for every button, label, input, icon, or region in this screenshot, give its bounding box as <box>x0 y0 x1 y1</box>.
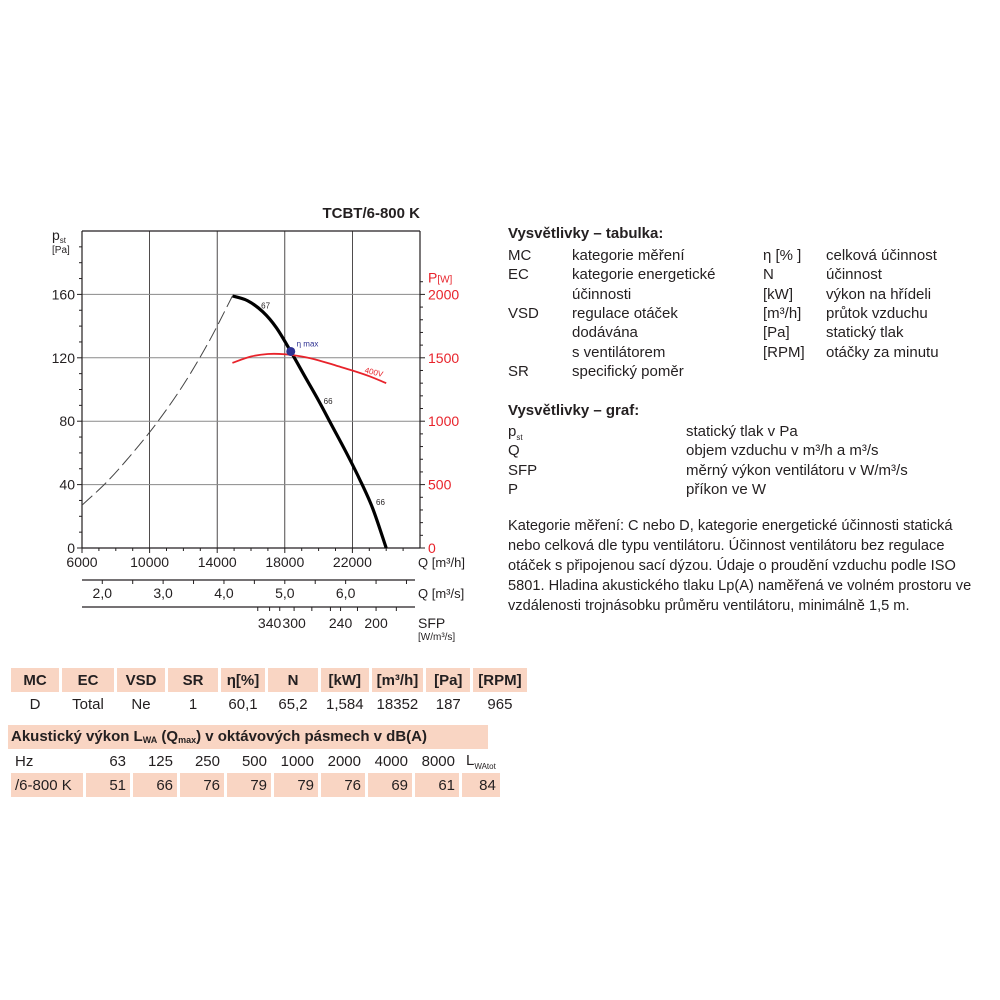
performance-value-cell: Total <box>72 695 104 713</box>
performance-value-cell: 60,1 <box>228 695 258 713</box>
acoustic-frequency-cell: 4000 <box>374 752 408 770</box>
legend-table-desc: účinnost <box>826 266 882 284</box>
acoustic-frequency-cell: 250 <box>194 752 220 770</box>
x-tick-label: 14000 <box>197 554 237 570</box>
acoustic-model-label: /6-800 K <box>11 773 83 797</box>
performance-header-cell: [Pa] <box>426 668 470 692</box>
legend-table-desc: účinnosti <box>572 285 632 303</box>
performance-header-cell: VSD <box>117 668 165 692</box>
y-axis-unit: [Pa] <box>52 245 70 256</box>
chart-annotation: 67 <box>261 301 271 311</box>
legend-table-desc: dodávána <box>572 324 638 342</box>
acoustic-frequency-row <box>11 749 500 773</box>
eta-max-point <box>286 347 295 356</box>
legend-table-abbr: EC <box>508 266 529 284</box>
legend-graph-desc: objem vzduchu v m³/h a m³/s <box>686 442 879 460</box>
x-tick-label: 22000 <box>332 554 372 570</box>
x3-tick-label: 240 <box>328 615 353 631</box>
acoustic-value-cell: 66 <box>133 773 177 797</box>
y2-axis-label: P[W] <box>428 269 453 286</box>
y-tick-label: 40 <box>59 476 75 493</box>
performance-header-cell: [RPM] <box>473 668 526 692</box>
legend-table-abbr: η [% ] <box>763 247 802 264</box>
acoustic-title: Akustický výkon $L_{WA}$ $(Q_{max})$ v oktávových pásmech v dB(A) <box>8 725 488 749</box>
legend-table-abbr: N <box>763 266 774 284</box>
legend-graph-desc: statický tlak v Pa <box>686 423 798 440</box>
x3-axis-unit: [W/m³/s] <box>418 632 456 643</box>
acoustic-frequency-cell: 8000 <box>421 752 455 770</box>
acoustic-frequency-cell: 63 <box>109 752 126 770</box>
acoustic-value-cell: 76 <box>321 773 365 797</box>
acoustic-frequency-cell: 2000 <box>327 752 361 770</box>
y2-tick-label: 1000 <box>428 413 460 430</box>
acoustic-frequency-cell: 125 <box>147 752 173 770</box>
y-axis-label: $p_{st}$ <box>52 227 67 245</box>
legend-table-title: Vysvětlivky – tabulka: <box>508 225 664 242</box>
acoustic-value-cell: 51 <box>86 773 130 797</box>
legend-graph-abbr: SFP <box>508 461 538 479</box>
acoustic-frequency-cell: 1000 <box>280 752 314 770</box>
acoustic-value-cell: 69 <box>368 773 412 797</box>
performance-value-cell: D <box>29 695 41 713</box>
x-axis-label: Q [m³/h] <box>418 555 465 570</box>
legend-graph-desc: příkon ve W <box>686 480 767 498</box>
legend-table-abbr: [kW] <box>763 285 793 303</box>
performance-value-cell: 1,584 <box>326 695 364 713</box>
y2-tick-label: 500 <box>428 476 452 493</box>
legend-table-desc: celková účinnost <box>826 247 937 264</box>
fan-performance-chart <box>0 0 500 660</box>
x3-tick-label: 340 <box>257 615 282 631</box>
y-tick-label: 120 <box>51 349 75 366</box>
x2-tick-label: 5,0 <box>275 585 295 601</box>
performance-header-cell: η[%] <box>221 668 265 692</box>
performance-header-cell: MC <box>11 668 59 692</box>
x-tick-label: 6000 <box>66 554 98 570</box>
performance-header-cell: [kW] <box>321 668 369 692</box>
acoustic-frequency-cell: 500 <box>241 752 267 770</box>
legend-table-desc: průtok vzduchu <box>826 304 928 322</box>
acoustic-value-cell: 61 <box>415 773 459 797</box>
performance-header-cell: [m³/h] <box>372 668 424 692</box>
x-tick-label: 18000 <box>265 554 305 570</box>
legend-table-abbr: [RPM] <box>763 343 805 361</box>
acoustic-total-label: $L_{WAtot}$ <box>466 751 496 771</box>
series-label-400v: 400V <box>363 365 385 380</box>
acoustic-value-cell: 79 <box>227 773 271 797</box>
series-system-curve <box>82 296 232 505</box>
performance-value-cell: 965 <box>487 695 513 713</box>
x3-tick-label: 200 <box>364 615 388 631</box>
x2-tick-label: 2,0 <box>92 585 113 601</box>
performance-header-cell: SR <box>168 668 218 692</box>
performance-table <box>8 668 530 716</box>
legend-table-desc: kategorie energetické <box>572 266 716 284</box>
performance-value-cell: 18352 <box>376 695 419 713</box>
legend-graph-abbr: $p_{st}$ <box>508 423 523 442</box>
y2-tick-label: 0 <box>428 540 436 556</box>
y-tick-label: 80 <box>59 413 75 430</box>
chart-annotation: 66 <box>323 396 333 406</box>
performance-header-cell: N <box>268 668 318 692</box>
y2-tick-label: 1500 <box>428 349 460 366</box>
series-pressure-curve <box>232 296 386 548</box>
legend-table-desc: otáčky za minutu <box>826 343 939 361</box>
legend-graph-desc: měrný výkon ventilátoru v W/m³/s <box>686 461 908 479</box>
performance-header-row <box>11 668 527 692</box>
x2-axis-label: Q [m³/s] <box>418 586 465 601</box>
legend-table-desc: regulace otáček <box>572 304 678 322</box>
legend-table-desc: kategorie měření <box>572 247 685 264</box>
legend-table-desc: s ventilátorem <box>572 343 666 361</box>
performance-value-cell: 1 <box>188 695 198 713</box>
acoustic-value-cell: 79 <box>274 773 318 797</box>
legend-graph-abbr: Q <box>508 442 520 460</box>
performance-value-cell: Ne <box>131 695 151 713</box>
performance-value-cell: 187 <box>435 695 461 713</box>
performance-value-cell: 65,2 <box>278 695 308 713</box>
legend-graph-abbr: P <box>508 480 519 498</box>
chart-title: TCBT/6-800 K <box>322 205 420 222</box>
x2-tick-label: 6,0 <box>335 585 356 601</box>
x-tick-label: 10000 <box>130 554 170 570</box>
legend-table-abbr: [Pa] <box>763 324 790 342</box>
x3-axis-label: SFP <box>418 615 446 631</box>
acoustic-value-cell: 76 <box>180 773 224 797</box>
y-tick-label: 160 <box>51 286 75 303</box>
x2-tick-label: 4,0 <box>214 585 234 601</box>
measurement-note: Kategorie měření: C nebo D, kategorie energetické účinnosti statická nebo celková dle typu ventilátoru. Účinnost ventilátoru bez regulace otáček s připojenou sací dýzou. Údaje o proudění vzduchu podle ISO 5801. Hladina akustického tlaku Lp(A) naměřená ve volném prostoru ve vzdálenosti trojnásobku průměru ventilátoru, minimálně 1,5 m. <box>508 518 972 614</box>
legend-table-abbr: VSD <box>508 304 539 322</box>
legend-table-abbr: SR <box>508 362 529 380</box>
y-tick-label: 0 <box>67 540 75 556</box>
acoustic-table <box>8 749 503 797</box>
performance-header-cell: EC <box>62 668 114 692</box>
legend-table-abbr: [m³/h] <box>763 304 802 322</box>
acoustic-value-row <box>11 773 500 797</box>
performance-value-row <box>11 692 527 716</box>
x3-tick-label: 300 <box>282 615 306 631</box>
legend-table-desc: výkon na hřídeli <box>826 285 932 303</box>
x2-tick-label: 3,0 <box>153 585 173 601</box>
legend-table-abbr: MC <box>508 247 532 264</box>
legend-table-desc: specifický poměr <box>572 362 684 380</box>
acoustic-total-value: 84 <box>462 773 500 797</box>
chart-annotation: 66 <box>376 498 385 508</box>
legend-table-desc: statický tlak <box>826 324 904 342</box>
legend-graph-title: Vysvětlivky – graf: <box>508 402 640 419</box>
acoustic-hz-label: Hz <box>15 752 34 770</box>
y2-tick-label: 2000 <box>428 286 460 303</box>
chart-annotation: η max <box>296 339 319 349</box>
